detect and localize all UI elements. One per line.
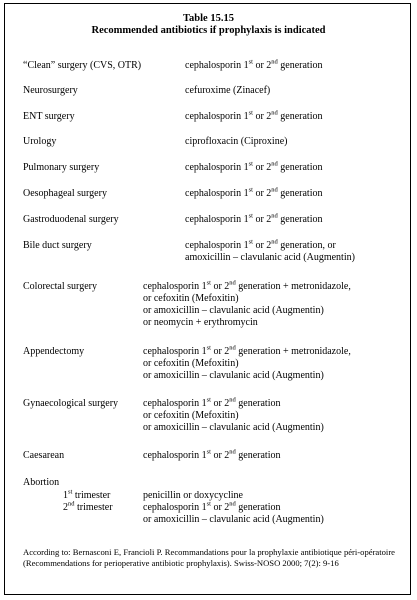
ceph-text: or 2 xyxy=(210,450,230,461)
sup-st: st xyxy=(248,109,253,117)
row-value-colorectal-line4: or neomycin + erythromycin xyxy=(143,317,258,328)
row-value-clean xyxy=(185,60,322,72)
sup-nd: nd xyxy=(271,160,278,168)
sup-nd: nd xyxy=(271,58,278,66)
sup-st: st xyxy=(248,160,253,168)
ceph-text: cephalosporin 1 xyxy=(185,162,249,173)
row-label-ent: ENT surgery xyxy=(23,111,75,122)
ceph-text: generation xyxy=(235,502,281,513)
row-value-pulmonary xyxy=(185,162,322,174)
ceph-text: generation xyxy=(235,398,281,409)
sup-st: st xyxy=(206,448,211,456)
sup-st: st xyxy=(206,396,211,404)
ceph-text: generation xyxy=(277,60,323,71)
row-label-second-trimester xyxy=(63,502,113,514)
ceph-text: generation xyxy=(277,214,323,225)
row-label-oesophageal: Oesophageal surgery xyxy=(23,188,107,199)
sup-nd: nd xyxy=(229,396,236,404)
sup-st: st xyxy=(206,344,211,352)
row-value-bile-duct xyxy=(185,240,336,252)
ceph-text: cephalosporin 1 xyxy=(185,214,249,225)
ceph-text: or 2 xyxy=(252,60,272,71)
sup-st: st xyxy=(68,488,73,496)
ceph-text: generation xyxy=(277,111,323,122)
row-value-tail: generation + metronidazole, xyxy=(235,346,351,357)
row-value-gynaecological-line3: or amoxicillin – clavulanic acid (Augmentin) xyxy=(143,422,324,433)
ceph-text: cephalosporin 1 xyxy=(143,450,207,461)
row-label-abortion: Abortion xyxy=(23,477,60,488)
row-value-oesophageal xyxy=(185,188,322,200)
ceph-text: cephalosporin 1 xyxy=(185,60,249,71)
sup-nd: nd xyxy=(68,500,75,508)
row-label-colorectal: Colorectal surgery xyxy=(23,281,97,292)
row-value-neuro: cefuroxime (Zinacef) xyxy=(185,85,271,96)
row-label-neuro: Neurosurgery xyxy=(23,85,78,96)
ceph-text: generation xyxy=(235,450,281,461)
ceph-text: or 2 xyxy=(252,214,272,225)
row-value-second-trimester xyxy=(143,502,280,514)
ceph-text: cephalosporin 1 xyxy=(185,240,249,251)
row-label-appendectomy: Appendectomy xyxy=(23,346,85,357)
row-value-appendectomy xyxy=(143,346,351,358)
row-value-gastroduodenal xyxy=(185,214,322,226)
row-label-gastroduodenal: Gastroduodenal surgery xyxy=(23,214,119,225)
sup-nd: nd xyxy=(271,212,278,220)
row-label-clean: “Clean” surgery (CVS, OTR) xyxy=(23,60,142,71)
sup-st: st xyxy=(248,186,253,194)
ceph-text: or 2 xyxy=(252,162,272,173)
ceph-text: cephalosporin 1 xyxy=(143,346,207,357)
sup-st: st xyxy=(248,238,253,246)
sup-nd: nd xyxy=(229,279,236,287)
ceph-text: cephalosporin 1 xyxy=(143,502,207,513)
row-value-first-trimester: penicillin or doxycycline xyxy=(143,490,243,501)
row-value-bile-duct-line2: amoxicillin – clavulanic acid (Augmentin) xyxy=(185,252,355,263)
row-value-gynaecological xyxy=(143,398,280,410)
row-value-colorectal-line2: or cefoxitin (Mefoxitin) xyxy=(143,293,239,304)
row-value-tail: generation + metronidazole, xyxy=(235,281,351,292)
ceph-text: or 2 xyxy=(210,398,230,409)
table-title: Recommended antibiotics if prophylaxis is indicated xyxy=(91,25,326,36)
sup-nd: nd xyxy=(229,500,236,508)
row-label-caesarean: Caesarean xyxy=(23,450,65,461)
row-label-bile-duct: Bile duct surgery xyxy=(23,240,92,251)
sup-st: st xyxy=(206,279,211,287)
ceph-text: or 2 xyxy=(252,188,272,199)
trimester-text: trimester xyxy=(72,490,111,501)
row-value-caesarean xyxy=(143,450,280,462)
trimester-text: trimester xyxy=(74,502,113,513)
ceph-text: generation xyxy=(277,162,323,173)
ceph-text: cephalosporin 1 xyxy=(143,398,207,409)
ceph-text: or 2 xyxy=(210,346,230,357)
ceph-text: cephalosporin 1 xyxy=(185,188,249,199)
ceph-text: or 2 xyxy=(210,281,230,292)
sup-st: st xyxy=(248,58,253,66)
row-value-urology: ciprofloxacin (Ciproxine) xyxy=(185,136,288,147)
sup-nd: nd xyxy=(229,344,236,352)
footnote: According to: Bernasconi E, Francioli P. Recommandations pour la prophylaxie antibiotique péri-opératoire (Recommendations for perioperative antibiotic prophylaxis). Swiss-NOSO 2000; 7(2): 9-16 xyxy=(23,547,395,568)
row-value-appendectomy-line2: or cefoxitin (Mefoxitin) xyxy=(143,358,239,369)
row-label-pulmonary: Pulmonary surgery xyxy=(23,162,100,173)
ordinal-number: 2 xyxy=(63,502,68,513)
ordinal-number: 1 xyxy=(63,490,68,501)
ceph-text: or 2 xyxy=(252,240,272,251)
table-number: Table 15.15 xyxy=(183,13,234,24)
row-value-ent xyxy=(185,111,322,123)
sup-nd: nd xyxy=(271,109,278,117)
row-label-gynaecological: Gynaecological surgery xyxy=(23,398,119,409)
ceph-text: cephalosporin 1 xyxy=(185,111,249,122)
sup-nd: nd xyxy=(229,448,236,456)
row-value-gynaecological-line2: or cefoxitin (Mefoxitin) xyxy=(143,410,239,421)
ceph-text: or 2 xyxy=(210,502,230,513)
row-value-colorectal xyxy=(143,281,351,293)
sup-st: st xyxy=(248,212,253,220)
row-label-urology: Urology xyxy=(23,136,57,147)
sup-st: st xyxy=(206,500,211,508)
row-value-appendectomy-line3: or amoxicillin – clavulanic acid (Augmentin) xyxy=(143,370,324,381)
ceph-text: or 2 xyxy=(252,111,272,122)
row-value-tail: generation, or xyxy=(277,240,336,251)
ceph-text: generation xyxy=(277,188,323,199)
row-value-colorectal-line3: or amoxicillin – clavulanic acid (Augmentin) xyxy=(143,305,324,316)
sup-nd: nd xyxy=(271,186,278,194)
sup-nd: nd xyxy=(271,238,278,246)
ceph-text: cephalosporin 1 xyxy=(143,281,207,292)
row-value-second-trimester-line2: or amoxicillin – clavulanic acid (Augmentin) xyxy=(143,514,324,525)
